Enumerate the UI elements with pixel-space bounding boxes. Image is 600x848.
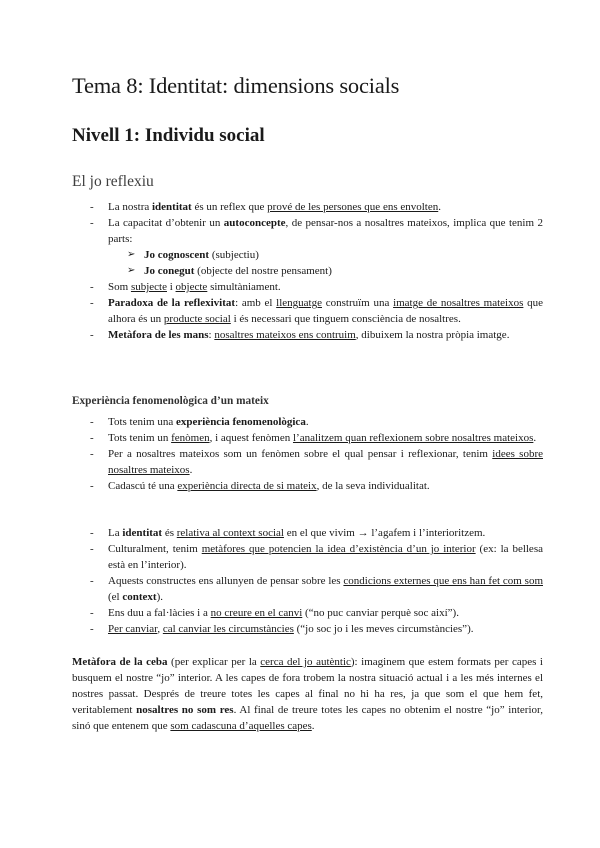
list-item: - Culturalment, tenim metàfores que potencien la idea d’existència d’un jo interior (ex: la bellesa està en l’interior). — [0, 541, 543, 573]
list-item: - Tots tenim un fenòmen, i aquest fenòmen l’analitzem quan reflexionem sobre nosaltres mateixos. — [0, 430, 543, 446]
list-item: - Metàfora de les mans: nosaltres mateixos ens contruim, dibuixem la nostra pròpia imatge. — [0, 327, 543, 343]
list-item: - Per a nosaltres mateixos som un fenòmen sobre el qual pensar i reflexionar, tenim idees sobre nosaltres mateixos. — [0, 446, 543, 478]
sub-list — [108, 247, 543, 279]
list-item: - La capacitat d’obtenir un autoconcepte, de pensar-nos a nosaltres mateixos, implica que tenim 2 parts: ➢ Jo cognoscent (subjectiu) ➢ Jo conegut (objecte del nostre pensament) — [0, 215, 543, 279]
list-item: - Aquests constructes ens allunyen de pensar sobre les condicions externes que ens han fet com som (el context). — [0, 573, 543, 605]
sub-list-item: ➢ Jo conegut (objecte del nostre pensament) — [108, 263, 543, 279]
list-item: - Ens duu a fal·làcies i a no creure en el canvi (“no puc canviar perquè soc així”). — [0, 605, 543, 621]
section-heading: El jo reflexiu — [72, 173, 154, 190]
context-list — [0, 525, 543, 637]
reflexive-list — [0, 199, 543, 343]
list-item: - La identitat és relativa al context social en el que vivim → l’agafem i l’interioritzem. — [0, 525, 543, 541]
list-item: - La nostra identitat és un reflex que prové de les persones que ens envolten. — [0, 199, 543, 215]
list-item: - Tots tenim una experiència fenomenològica. — [0, 414, 543, 430]
experience-list — [0, 414, 543, 494]
page-title: Tema 8: Identitat: dimensions socials — [72, 73, 400, 98]
level-heading: Nivell 1: Individu social — [72, 125, 265, 146]
onion-metaphor-paragraph: Metàfora de la ceba (per explicar per la cerca del jo autèntic): imaginem que estem formats per capes i busquem el nostre “jo” interior. A les capes de fora trobem la nostra situació actual i a les més internes el nostres passat. Després de treure totes les capes al final no hi ha res, ja que som el que hem fet, veritablement nosaltres no som res. Al final de treure totes les capes no obtenim el nostre “jo” interior, sinó que entenem que som cadascuna d’aquelles capes. — [72, 656, 543, 732]
list-item: - Som subjecte i objecte simultàniament. — [0, 279, 543, 295]
subsection-heading: Experiència fenomenològica d’un mateix — [72, 395, 269, 407]
list-item: - Per canviar, cal canviar les circumstàncies (“jo soc jo i les meves circumstàncies”). — [0, 621, 543, 637]
list-item: - Cadascú té una experiència directa de si mateix, de la seva individualitat. — [0, 478, 543, 494]
list-item: - Paradoxa de la reflexivitat: amb el llenguatge construïm una imatge de nosaltres mateixos que alhora és un producte social i és necessari que tinguem consciència de nosaltres. — [0, 295, 543, 327]
sub-list-item: ➢ Jo cognoscent (subjectiu) — [108, 247, 543, 263]
